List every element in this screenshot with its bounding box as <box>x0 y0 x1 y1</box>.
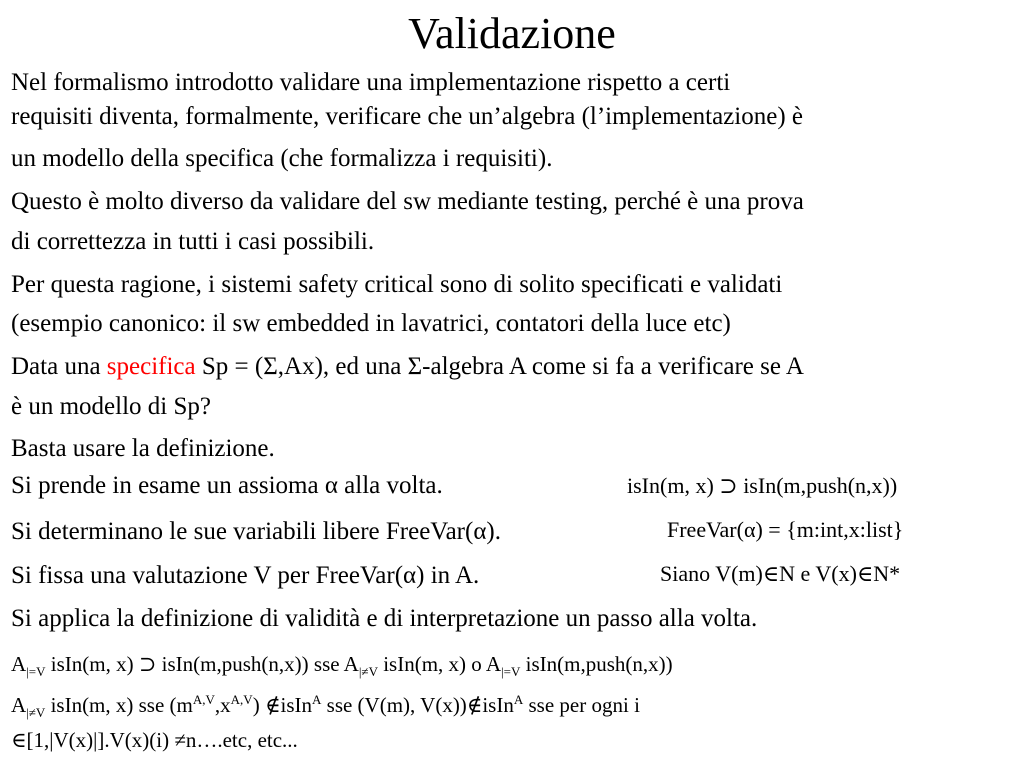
paragraph-line: un modello della specifica (che formalizza i requisiti). <box>11 145 553 172</box>
subscript: V <box>35 705 46 721</box>
text: A <box>11 652 27 676</box>
text: isIn(m, x) ⊃ isIn(m,push(n,x)) sse A <box>45 652 359 676</box>
paragraph-line: (esempio canonico: il sw embedded in lavatrici, contatori della luce etc) <box>11 310 731 337</box>
text: isIn(m, x) o A <box>377 652 502 676</box>
paragraph-line: è un modello di Sp? <box>11 393 211 420</box>
paragraph-line: requisiti diventa, formalmente, verificare che un’algebra (l’implementazione) è <box>11 103 803 130</box>
not-models-symbol: |≠ <box>358 664 369 680</box>
step-line: Si determinano le sue variabili libere FreeVar(α). <box>11 518 502 545</box>
models-symbol: |= <box>501 664 511 680</box>
superscript: A <box>513 692 524 707</box>
text: isIn(m, x) sse (m <box>45 693 193 717</box>
valuation-example: Siano V(m)∈N e V(x)∈N* <box>660 561 901 586</box>
subscript: V <box>36 664 46 680</box>
superscript: A,V <box>192 692 215 707</box>
not-models-symbol: |≠ <box>26 705 36 721</box>
step-line: Si prende in esame un assioma α alla volta. <box>11 472 443 499</box>
axiom-example: isIn(m, x) ⊃ isIn(m,push(n,x)) <box>627 473 898 498</box>
text: Data una <box>11 353 107 380</box>
subscript: V <box>510 664 521 680</box>
formula-line <box>11 690 640 720</box>
text: isIn(m,push(n,x)) <box>520 652 673 676</box>
text: A <box>11 693 27 717</box>
slide-title: Validazione <box>408 9 616 58</box>
formula-line: ∈[1,|V(x)|].V(x)(i) ≠n….etc, etc... <box>11 728 298 752</box>
models-symbol: |= <box>26 664 37 680</box>
superscript: A,V <box>230 692 253 707</box>
paragraph-line <box>11 350 804 384</box>
paragraph-line: di correttezza in tutti i casi possibili. <box>11 228 375 255</box>
text: sse (V(m), V(x))∉isIn <box>321 693 514 717</box>
text: Sp = (Σ,Ax), ed una Σ-algebra A come si fa a verificare se A <box>195 353 804 380</box>
paragraph-line: Nel formalismo introdotto validare una implementazione rispetto a certi <box>11 69 731 96</box>
paragraph-line: Questo è molto diverso da validare del sw mediante testing, perché è una prova <box>11 188 804 215</box>
superscript: A <box>312 692 322 707</box>
paragraph-line: Per questa ragione, i sistemi safety critical sono di solito specificati e validati <box>11 271 783 298</box>
text: sse per ogni i <box>523 693 640 717</box>
highlighted-term: specifica <box>106 353 196 380</box>
text: ) ∉isIn <box>252 693 312 717</box>
step-line: Si fissa una valutazione V per FreeVar(α) in A. <box>11 562 480 589</box>
freevar-example: FreeVar(α) = {m:int,x:list} <box>667 517 904 542</box>
formula-line <box>11 649 673 679</box>
subscript: V <box>368 664 378 680</box>
text: ,x <box>214 693 231 717</box>
step-line: Basta usare la definizione. <box>11 435 275 462</box>
step-line: Si applica la definizione di validità e di interpretazione un passo alla volta. <box>11 605 758 632</box>
